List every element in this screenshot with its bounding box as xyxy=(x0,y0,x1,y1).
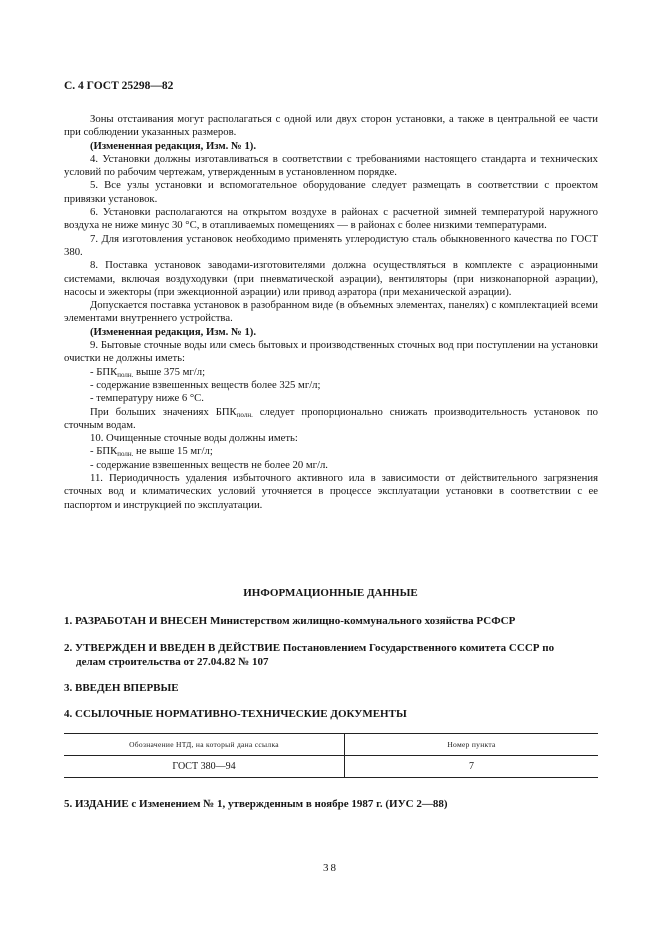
info-item-2-line2: делам строительства от 27.04.82 № 107 xyxy=(76,656,269,668)
list-item xyxy=(64,366,598,379)
info-section-title: ИНФОРМАЦИОННЫЕ ДАННЫЕ xyxy=(243,587,418,599)
body-text xyxy=(64,113,598,512)
list-item: - содержание взвешенных веществ не более 20 мг/л. xyxy=(90,458,328,471)
info-item-3: 3. ВВЕДЕН ВПЕРВЫЕ xyxy=(64,682,179,694)
info-item-2-line1: 2. УТВЕРЖДЕН И ВВЕДЕН В ДЕЙСТВИЕ Постановлением Государственного комитета СССР по xyxy=(64,642,555,654)
text: не выше 15 мг/л; xyxy=(133,445,213,458)
text: - БПК xyxy=(90,365,118,378)
paragraph: 10. Очищенные сточные воды должны иметь: xyxy=(90,432,298,445)
paragraph: 7. Для изготовления установок необходимо применять углеродистую сталь обыкновенного качества по ГОСТ 380. xyxy=(64,232,598,258)
paragraph xyxy=(64,406,598,433)
paragraph: 6. Установки располагаются на открытом воздухе в районах с расчетной зимней температурой наружного воздуха не ниже минус 30 °С, в отапливаемых помещениях — в районах с более низкими температурами. xyxy=(64,206,598,232)
info-item-1: 1. РАЗРАБОТАН И ВНЕСЕН Министерством жилищно-коммунального хозяйства РСФСР xyxy=(64,615,516,627)
text: - БПК xyxy=(90,445,118,458)
paragraph: Допускается поставка установок в разобранном виде (в объемных элементах, панелях) с комплектацией всеми элементами внутреннего устройства. xyxy=(64,299,598,325)
column-header-item-number: Номер пункта xyxy=(345,734,599,756)
text: следует пропорционально снижать производительность установок по сточным водам. xyxy=(64,405,598,431)
paragraph: Зоны отстаивания могут располагаться с одной или двух сторон установки, а также в центральной ее части при соблюдении указанных размеров. xyxy=(64,113,598,139)
table-header-row xyxy=(64,734,598,756)
list-item xyxy=(64,445,598,458)
paragraph: 4. Установки должны изготавливаться в соответствии с требованиями настоящего стандарта и технических условий по рабочим чертежам, утвержденным в установленном порядке. xyxy=(64,152,598,179)
subscript: полн. xyxy=(117,450,134,459)
text: выше 375 мг/л; xyxy=(133,365,206,378)
list-item: - содержание взвешенных веществ более 325 мг/л; xyxy=(90,378,321,391)
subscript: полн. xyxy=(117,370,134,379)
paragraph: 5. Все узлы установки и вспомогательное оборудование следует размещать в соответствии с проектом привязки установок. xyxy=(64,179,598,205)
page-header: С. 4 ГОСТ 25298—82 xyxy=(64,80,174,92)
subscript: полн. xyxy=(236,410,253,419)
column-header-document: Обозначение НТД, на который дана ссылка xyxy=(64,734,345,756)
list-item: - температуру ниже 6 °С. xyxy=(90,392,204,405)
info-item-5: 5. ИЗДАНИЕ с Изменением № 1, утвержденным в ноябре 1987 г. (ИУС 2—88) xyxy=(64,798,448,810)
amendment-note: (Измененная редакция, Изм. № 1). xyxy=(90,139,257,152)
cell-document: ГОСТ 380—94 xyxy=(64,756,345,778)
text: При больших значениях БПК xyxy=(90,405,237,418)
page-number: 38 xyxy=(323,862,338,874)
amendment-note: (Измененная редакция, Изм. № 1). xyxy=(90,325,257,338)
paragraph: 11. Периодичность удаления избыточного активного ила в зависимости от действительного загрязнения сточных вод и климатических условий уточняется в процессе эксплуатации установки в соответствии с ее паспортом и инструкцией по эксплуатации. xyxy=(64,472,598,511)
cell-item-number: 7 xyxy=(345,756,599,778)
info-item-4: 4. ССЫЛОЧНЫЕ НОРМАТИВНО-ТЕХНИЧЕСКИЕ ДОКУМЕНТЫ xyxy=(64,708,407,720)
reference-table xyxy=(64,733,598,778)
paragraph: 9. Бытовые сточные воды или смесь бытовых и производственных сточных вод при поступлении на установки очистки не должны иметь: xyxy=(64,339,598,365)
table-row xyxy=(64,756,598,778)
info-item-2 xyxy=(64,641,600,669)
paragraph: 8. Поставка установок заводами-изготовителями должна осуществляться в комплекте с аэрационными системами, включая воздуходувки (при пневматической аэрации), вентиляторы (при низконапорной аэрации), насосы и эжекторы (при эжекционной аэрации) или привод аэратора (при механической аэрации). xyxy=(64,259,598,298)
